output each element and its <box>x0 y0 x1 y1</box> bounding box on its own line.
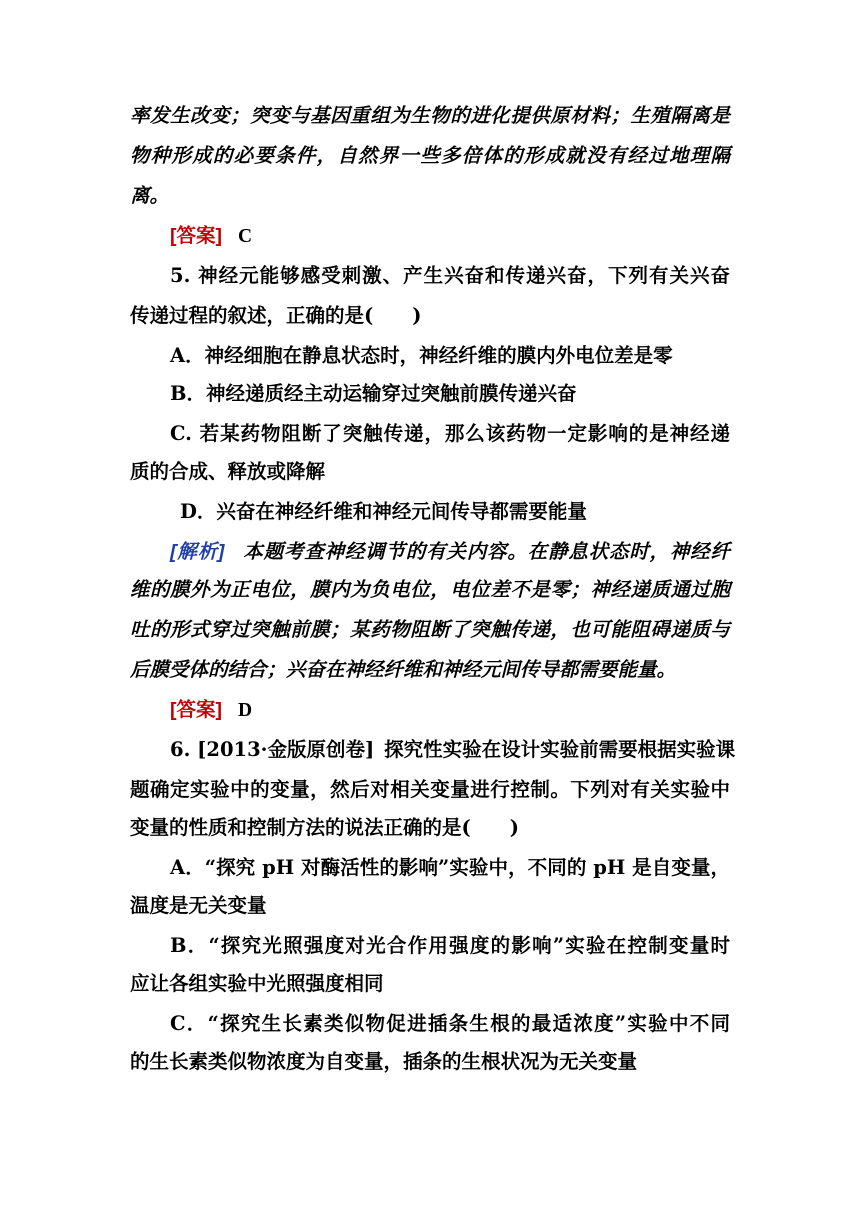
text-line: 率发生改变；突变与基因重组为生物的进化提供原材料；生殖隔离是 <box>130 104 730 127</box>
question-6-stem: 变量的性质和控制方法的说法正确的是( ) <box>130 816 519 839</box>
question-5-stem: 传递过程的叙述，正确的是( ) <box>130 304 422 327</box>
answer-line-5 <box>170 696 730 725</box>
explanation-line <box>170 538 730 566</box>
answer-line-4 <box>170 222 730 251</box>
answer-value: C <box>238 226 253 247</box>
option-c: C．“探究生长素类似物促进插条生根的最适浓度”实验中不同 <box>170 1012 730 1035</box>
option-c: C. 若某药物阻断了突触传递，那么该药物一定影响的是神经递 <box>170 422 730 445</box>
explanation-text: 本题考查神经调节的有关内容。在静息状态时，神经纤 <box>242 540 730 563</box>
explanation-tag: [解析] <box>170 541 225 563</box>
option-d: D．兴奋在神经纤维和神经元间传导都需要能量 <box>180 500 587 523</box>
question-source: [2013·金版原创卷] <box>197 738 375 761</box>
answer-tag: [答案] <box>170 225 222 247</box>
explanation-line: 吐的形式穿过突触前膜；某药物阻断了突触传递，也可能阻碍递质与 <box>130 618 730 641</box>
option-c: 质的合成、释放或降解 <box>130 460 326 483</box>
option-b: 应让各组实验中光照强度相同 <box>130 972 384 995</box>
option-b: B．神经递质经主动运输穿过突触前膜传递兴奋 <box>170 382 577 405</box>
option-a: A．神经细胞在静息状态时，神经纤维的膜内外电位差是零 <box>170 344 673 367</box>
text-line: 离。 <box>130 184 170 207</box>
question-number: 6. <box>170 738 198 761</box>
explanation-line: 维的膜外为正电位，膜内为负电位，电位差不是零；神经递质通过胞 <box>130 578 730 601</box>
option-a: 温度是无关变量 <box>130 894 267 917</box>
answer-value: D <box>238 700 253 721</box>
option-a: A．“探究 pH 对酶活性的影响”实验中，不同的 pH 是自变量， <box>170 856 730 879</box>
question-6-stem: 题确定实验中的变量，然后对相关变量进行控制。下列对有关实验中 <box>130 778 730 801</box>
option-b: B．“探究光照强度对光合作用强度的影响”实验在控制变量时 <box>170 934 730 957</box>
text-line: 物种形成的必要条件，自然界一些多倍体的形成就没有经过地理隔 <box>130 144 730 167</box>
explanation-line: 后膜受体的结合；兴奋在神经纤维和神经元间传导都需要能量。 <box>130 658 677 681</box>
question-text: 探究性实验在设计实验前需要根据实验课 <box>384 738 736 761</box>
answer-tag: [答案] <box>170 699 222 721</box>
option-c: 的生长素类似物浓度为自变量，插条的生根状况为无关变量 <box>130 1050 638 1073</box>
question-6-stem <box>170 736 736 764</box>
question-5-stem: 5. 神经元能够感受刺激、产生兴奋和传递兴奋，下列有关兴奋 <box>170 264 730 287</box>
